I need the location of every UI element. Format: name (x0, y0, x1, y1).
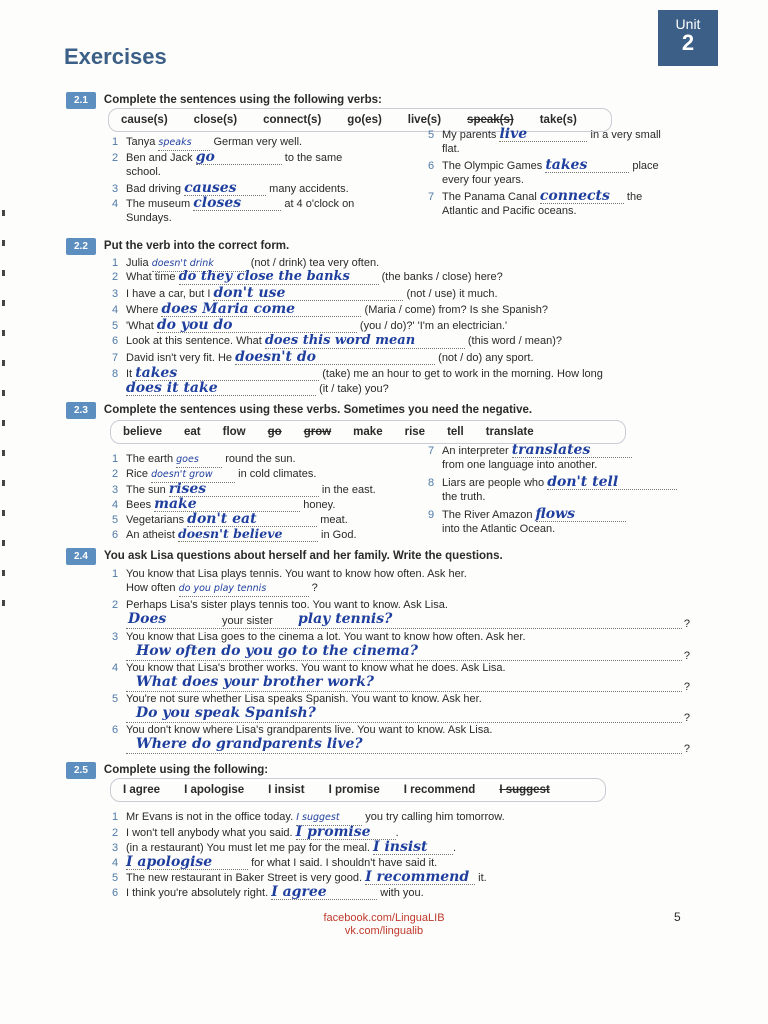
item-text: Mr Evans is not in the office today. (126, 811, 294, 823)
answer-line (126, 704, 690, 724)
page-title: Exercises (64, 44, 167, 69)
item-text: (take) me an hour to get to work in the morning. How long (322, 368, 603, 380)
item-text: An interpreter (442, 445, 509, 457)
handwritten-answer: takes (545, 158, 629, 173)
item-number: 2 (112, 468, 119, 480)
handwritten-answer: make (154, 497, 300, 512)
item-text: Where (126, 304, 159, 316)
item-number: 6 (428, 160, 435, 172)
item-text: Bad driving (126, 183, 182, 195)
list-item (112, 334, 702, 349)
item-text: every four years. (442, 174, 524, 186)
item-text: it. (478, 872, 487, 884)
list-item (428, 475, 718, 504)
item-number: 4 (112, 499, 119, 511)
list-item (428, 189, 718, 218)
item-text: the truth. (442, 491, 486, 503)
list-item (112, 150, 412, 179)
item-text: The Olympic Games (442, 160, 543, 172)
verb: close(s) (193, 114, 238, 126)
verb: connect(s) (263, 114, 322, 126)
item-text: into the Atlantic Ocean. (442, 523, 556, 535)
item-text: Look at this sentence. What (126, 335, 262, 347)
handwritten-answer: live (499, 127, 587, 142)
item-text: An atheist (126, 529, 175, 541)
item-number: 1 (112, 568, 119, 580)
item-text: What time (126, 271, 176, 283)
item-text: meat. (320, 514, 348, 526)
question-mark: ? (683, 618, 690, 630)
verb: take(s) (539, 114, 577, 126)
item-number: 4 (112, 857, 119, 869)
handwritten-answer: doesn't drink (152, 257, 248, 272)
list-item (112, 855, 702, 870)
item-text: (not / do) any sport. (438, 352, 534, 364)
list-item (112, 270, 702, 285)
item-number: 5 (112, 320, 119, 332)
verb: go(es) (347, 114, 382, 126)
item-text: (you / do)?' 'I'm an electrician.' (359, 320, 508, 332)
item-text: (in a restaurant) You must let me pay for the meal. (126, 842, 370, 854)
item-number: 4 (112, 662, 119, 674)
item-number: 8 (428, 477, 435, 489)
list-item (112, 840, 702, 855)
unit-tab (658, 10, 718, 66)
list-item (112, 366, 702, 396)
item-number: 5 (112, 514, 119, 526)
list-item (112, 196, 412, 225)
item-text: place (632, 160, 659, 172)
item-text: The museum (126, 198, 191, 210)
item-text: 'What (126, 320, 154, 332)
binding-marks (2, 210, 5, 630)
item-text: Rice (126, 468, 149, 480)
list-item (112, 567, 702, 597)
item-text: . (453, 842, 457, 854)
handwritten-answer: causes (184, 181, 266, 196)
item-text: You know that Lisa's brother works. You want to know what he does. Ask Lisa. (126, 662, 506, 674)
list-item (428, 158, 718, 187)
section-number: 2.4 (66, 548, 96, 565)
item-number: 2 (112, 827, 119, 839)
item-text: your sister (222, 615, 273, 627)
handwritten-answer: doesn't do (235, 350, 435, 365)
item-text: to the same (284, 152, 343, 164)
item-number: 6 (112, 529, 119, 541)
handwritten-answer: What does your brother work? (136, 674, 374, 690)
item-text: David isn't very fit. He (126, 352, 233, 364)
footer (0, 912, 768, 938)
item-number: 3 (112, 842, 119, 854)
item-text: (the banks / close) here? (381, 271, 503, 283)
item-text: You know that Lisa plays tennis. You want to know how often. Ask her. (126, 568, 467, 580)
section-title: Complete using the following: (103, 764, 269, 776)
question-mark: ? (683, 743, 690, 755)
item-text: round the sun. (225, 453, 296, 465)
section-2-1-heading (66, 92, 382, 109)
verb-used: speak(s) (467, 114, 514, 126)
handwritten-answer: Where do grandparents live? (136, 736, 363, 752)
section-number: 2.1 (66, 92, 96, 109)
list-item (428, 507, 718, 536)
verb-used: grow (303, 426, 332, 438)
handwritten-answer: play tennis? (298, 611, 393, 627)
verb: believe (123, 426, 162, 438)
item-text: I won't tell anybody what you said. (126, 827, 293, 839)
list-item (112, 825, 702, 840)
section-title: You ask Lisa questions about herself and her family. Write the questions. (103, 550, 503, 562)
item-number: 3 (112, 484, 119, 496)
list-item (112, 482, 412, 497)
item-text: with you. (380, 887, 424, 899)
item-text: The sun (126, 484, 166, 496)
handwritten-answer: do you do (157, 318, 357, 333)
item-number: 5 (112, 693, 119, 705)
item-text: (Maria / come) from? Is she Spanish? (364, 304, 548, 316)
list-item (112, 181, 412, 196)
list-item (112, 452, 412, 468)
handwritten-answer: closes (193, 196, 281, 211)
list-item (112, 870, 702, 885)
list-item (112, 302, 702, 317)
handwritten-answer: Do you speak Spanish? (136, 705, 316, 721)
section-title: Complete the sentences using the following verbs: (103, 94, 382, 106)
item-text: in God. (321, 529, 357, 541)
verb: live(s) (407, 114, 442, 126)
answer-line (126, 673, 690, 693)
item-text: Atlantic and Pacific oceans. (442, 205, 577, 217)
verb: cause(s) (121, 114, 168, 126)
item-text: for what I said. I shouldn't have said it. (251, 857, 438, 869)
handwritten-answer: I recommend (365, 870, 475, 885)
phrase: I agree (123, 784, 161, 796)
handwritten-answer: translates (512, 443, 632, 458)
item-text: . (395, 827, 399, 839)
handwritten-answer: flows (536, 507, 626, 522)
item-text: from one language into another. (442, 459, 598, 471)
item-text: My parents (442, 129, 497, 141)
item-text: The River Amazon (442, 509, 533, 521)
section-number: 2.3 (66, 402, 96, 419)
item-number: 6 (112, 724, 119, 736)
phrase: I promise (328, 784, 380, 796)
list-item (112, 350, 702, 365)
list-item (112, 527, 422, 542)
item-number: 9 (428, 509, 435, 521)
handwritten-answer: rises (169, 482, 319, 497)
item-number: 3 (112, 288, 119, 300)
item-number: 6 (112, 887, 119, 899)
section-2-5-heading (66, 762, 268, 779)
item-text: the (626, 191, 643, 203)
item-text: Ben and Jack (126, 152, 193, 164)
section-title: Complete the sentences using these verbs. Sometimes you need the negative. (103, 404, 533, 416)
item-text: in cold climates. (238, 468, 317, 480)
handwritten-answer: do they close the banks (179, 270, 379, 285)
handwritten-answer: don't tell (547, 475, 677, 490)
section-title: Put the verb into the correct form. (103, 240, 290, 252)
item-text: (not / use) it much. (406, 288, 498, 300)
unit-label: Unit (675, 16, 701, 32)
item-number: 3 (112, 183, 119, 195)
item-text: Julia (126, 257, 149, 269)
item-text: (this word / mean)? (467, 335, 563, 347)
item-number: 7 (428, 445, 435, 457)
handwritten-answer: How often do you go to the cinema? (136, 643, 418, 659)
list-item (112, 467, 412, 483)
section-number: 2.5 (66, 762, 96, 779)
handwritten-answer: Does (128, 611, 167, 627)
list-item (112, 512, 412, 527)
item-text: many accidents. (269, 183, 349, 195)
answer-line (126, 642, 690, 662)
unit-number: 2 (681, 30, 695, 55)
item-text: How often (126, 582, 176, 594)
phrase: I recommend (403, 784, 476, 796)
verb: tell (447, 426, 464, 438)
phrase-box-2-5 (110, 778, 606, 802)
handwritten-answer: don't use (213, 286, 403, 301)
item-text: You know that Lisa goes to the cinema a lot. You want to know how often. Ask her. (126, 631, 526, 643)
section-2-4-heading (66, 548, 503, 565)
list-item (428, 443, 718, 472)
item-number: 1 (112, 811, 119, 823)
handwritten-answer: goes (176, 453, 222, 468)
handwritten-answer: I promise (296, 825, 396, 840)
section-2-3-heading (66, 402, 532, 419)
item-number: 5 (428, 129, 435, 141)
handwritten-answer: doesn't believe (178, 527, 318, 542)
item-text: You're not sure whether Lisa speaks Spanish. You want to know. Ask her. (126, 693, 482, 705)
footer-link-vk[interactable]: vk.com/lingualib (344, 925, 424, 937)
item-text: in a very small (590, 129, 661, 141)
section-2-2-heading (66, 238, 289, 255)
verb-box-2-3 (110, 420, 626, 444)
item-text: in the east. (321, 484, 376, 496)
item-text: I have a car, but I (126, 288, 211, 300)
item-text: Liars are people who (442, 477, 545, 489)
item-text: You don't know where Lisa's grandparents live. You want to know. Ask Lisa. (126, 724, 493, 736)
handwritten-answer: connects (540, 189, 624, 204)
item-text: you try calling him tomorrow. (365, 811, 505, 823)
item-number: 1 (112, 257, 119, 269)
item-number: 2 (112, 599, 119, 611)
handwritten-answer: don't eat (187, 512, 317, 527)
list-item (112, 885, 702, 900)
item-number: 3 (112, 631, 119, 643)
handwritten-answer: does this word mean (265, 334, 465, 349)
answer-line (126, 610, 690, 630)
page-number: 5 (674, 910, 681, 924)
verb: rise (404, 426, 426, 438)
item-number: 8 (112, 368, 119, 380)
handwritten-answer: I insist (373, 840, 453, 855)
item-text: school. (126, 166, 161, 178)
item-number: 4 (112, 198, 119, 210)
item-text: Perhaps Lisa's sister plays tennis too. You want to know. Ask Lisa. (126, 599, 448, 611)
item-number: 7 (112, 352, 119, 364)
item-text: The Panama Canal (442, 191, 537, 203)
question-mark: ? (683, 650, 690, 662)
item-text: Tanya (126, 136, 156, 148)
verb-used: go (267, 426, 282, 438)
item-text: The new restaurant in Baker Street is very good. (126, 872, 363, 884)
verb: translate (485, 426, 534, 438)
verb: eat (184, 426, 201, 438)
item-number: 5 (112, 872, 119, 884)
item-text: I think you're absolutely right. (126, 887, 269, 899)
verb: flow (222, 426, 246, 438)
item-text: German very well. (213, 136, 303, 148)
handwritten-answer: takes (135, 366, 319, 381)
verb: make (353, 426, 383, 438)
handwritten-answer: I apologise (126, 855, 248, 870)
phrase-used: I suggest (499, 784, 550, 796)
handwritten-answer: do you play tennis (179, 582, 309, 597)
phrase: I apologise (184, 784, 245, 796)
item-number: 1 (112, 453, 119, 465)
item-text: The earth (126, 453, 174, 465)
item-text: It (126, 368, 133, 380)
item-text: (it / take) you? (319, 383, 389, 395)
answer-line (126, 735, 690, 755)
item-number: 4 (112, 304, 119, 316)
footer-link-facebook[interactable]: facebook.com/LinguaLIB (323, 912, 445, 924)
list-item (112, 135, 412, 151)
handwritten-answer: does Maria come (161, 302, 361, 317)
item-text: honey. (303, 499, 336, 511)
item-number: 2 (112, 152, 119, 164)
handwritten-answer: go (196, 150, 282, 165)
list-item (112, 497, 412, 512)
item-text: ? (311, 582, 318, 594)
item-text: (not / drink) tea very often. (250, 257, 380, 269)
item-text: Bees (126, 499, 152, 511)
item-number: 2 (112, 271, 119, 283)
section-number: 2.2 (66, 238, 96, 255)
question-mark: ? (683, 681, 690, 693)
handwritten-answer: does it take (126, 381, 316, 396)
question-mark: ? (683, 712, 690, 724)
handwritten-answer: I suggest (296, 811, 362, 826)
item-number: 1 (112, 136, 119, 148)
item-text: Sundays. (126, 212, 172, 224)
handwritten-answer: doesn't grow (151, 468, 235, 483)
handwritten-answer: I agree (271, 885, 377, 900)
handwritten-answer: speaks (158, 136, 210, 151)
list-item (112, 810, 702, 826)
phrase: I insist (268, 784, 305, 796)
item-number: 6 (112, 335, 119, 347)
list-item (112, 286, 702, 301)
item-text: flat. (442, 143, 460, 155)
item-number: 7 (428, 191, 435, 203)
item-text: at 4 o'clock on (284, 198, 355, 210)
list-item (428, 127, 718, 156)
item-text: Vegetarians (126, 514, 185, 526)
list-item (112, 318, 702, 333)
